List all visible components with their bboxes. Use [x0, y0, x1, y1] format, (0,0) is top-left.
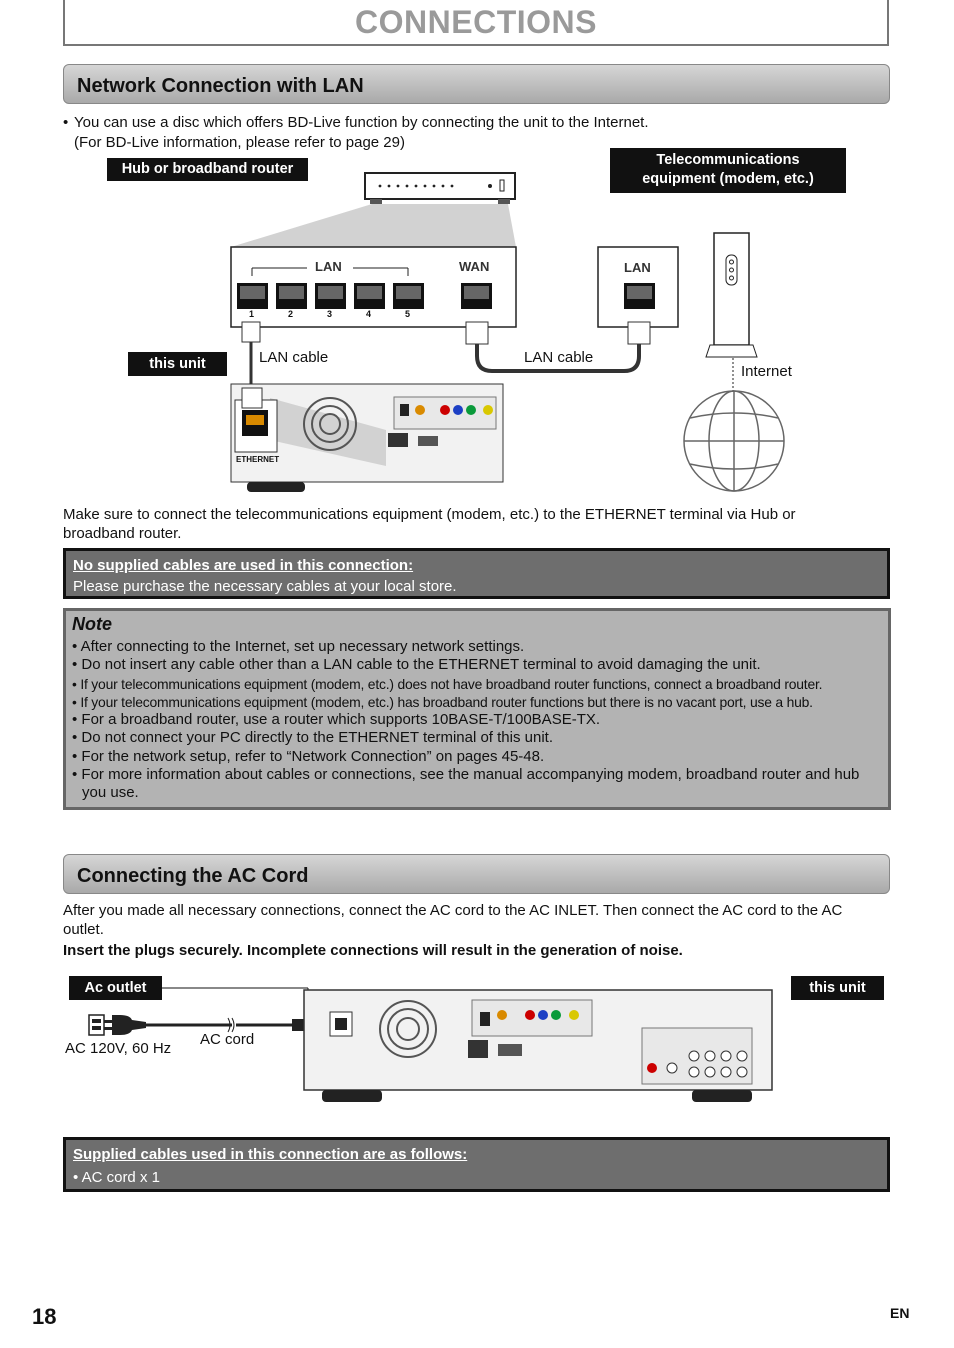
- lan-intro-line1: You can use a disc which offers BD-Live function by connecting the unit to the Internet.: [74, 114, 649, 131]
- port-number: 2: [288, 309, 294, 319]
- note-list: [72, 638, 887, 803]
- lan-cable-label-right: LAN cable: [524, 349, 594, 366]
- this-unit-label: this unit: [128, 352, 227, 376]
- note-title: Note: [72, 614, 112, 634]
- note-item: • Do not insert any cable other than a LAN cable to the ETHERNET terminal to avoid damaging the unit.: [72, 656, 887, 674]
- modem-lan-port-icon: [624, 283, 655, 309]
- lan-cable-label-left: LAN cable: [259, 349, 329, 366]
- telecom-label-line1: Telecommunications: [656, 152, 800, 168]
- ac-outlet-label: Ac outlet: [69, 976, 162, 1000]
- voltage-label: AC 120V, 60 Hz: [65, 1040, 172, 1057]
- lan-intro-line2: (For BD-Live information, please refer to page 29): [74, 134, 405, 151]
- note-item: • Do not connect your PC directly to the ETHERNET terminal of this unit.: [72, 729, 887, 747]
- supplied-cables-item: • AC cord x 1: [73, 1169, 160, 1186]
- lan-instruction-line1: Make sure to connect the telecommunications equipment (modem, etc.) to the ETHERNET terminal via Hub or: [63, 506, 796, 523]
- port-number: 5: [405, 309, 411, 319]
- zoom-projection: [231, 204, 516, 247]
- hub-label: Hub or broadband router: [107, 158, 308, 181]
- port-number: 3: [327, 309, 333, 319]
- note-item: • For more information about cables or connections, see the manual accompanying modem, broadband router and hub you use.: [72, 766, 887, 803]
- globe-icon: [684, 391, 784, 491]
- ac-plug-icon: [104, 1015, 146, 1035]
- ac-section-title: Connecting the AC Cord: [77, 865, 309, 887]
- port-number: 4: [366, 309, 372, 319]
- ac-cord-label: AC cord: [200, 1031, 255, 1048]
- wall-outlet-icon: [89, 1015, 104, 1035]
- ac-diagram: [0, 960, 954, 1110]
- note-item: • For a broadband router, use a router which supports 10BASE-T/100BASE-TX.: [72, 711, 887, 729]
- ac-this-unit-label: this unit: [791, 976, 884, 1000]
- port-number: 1: [249, 309, 255, 319]
- internet-label: Internet: [741, 363, 792, 380]
- ac-intro-line2: outlet.: [63, 921, 104, 938]
- ac-intro-line1: After you made all necessary connections, connect the AC cord to the AC INLET. Then connect the AC cord to the AC: [63, 902, 843, 919]
- bullet: •: [63, 114, 69, 131]
- note-item: • If your telecommunications equipment (modem, etc.) does not have broadband router functions, connect a broadband router.: [72, 675, 887, 693]
- lan-instruction-line2: broadband router.: [63, 525, 182, 542]
- modem-lan-port-label: LAN: [624, 260, 651, 275]
- cables-info-text: Please purchase the necessary cables at your local store.: [73, 578, 457, 595]
- supplied-cables-box: [63, 1137, 890, 1192]
- lan-section-title: Network Connection with LAN: [77, 75, 364, 97]
- lan-port-label: LAN: [315, 259, 342, 274]
- wan-port-label: WAN: [459, 259, 490, 274]
- ac-warning: Insert the plugs securely. Incomplete connections will result in the generation of noise.: [63, 942, 683, 959]
- bd-player-rear-icon: [231, 384, 503, 492]
- note-item: • If your telecommunications equipment (modem, etc.) has broadband router functions but there is no vacant port, use a hub.: [72, 693, 887, 711]
- language-code: EN: [890, 1305, 910, 1321]
- page-title: CONNECTIONS: [355, 4, 597, 40]
- ethernet-label: ETHERNET: [236, 455, 280, 464]
- router-top-icon: [365, 173, 515, 204]
- modem-icon: [706, 233, 757, 357]
- cables-info-box: [63, 548, 890, 599]
- note-item: • After connecting to the Internet, set up necessary network settings.: [72, 638, 887, 656]
- supplied-cables-heading: Supplied cables used in this connection are as follows:: [73, 1146, 468, 1163]
- note-item: • For the network setup, refer to “Network Connection” on pages 45-48.: [72, 748, 887, 766]
- bd-player-full-rear-icon: [304, 990, 772, 1102]
- telecom-label-line2: equipment (modem, etc.): [642, 171, 814, 187]
- page-number: 18: [32, 1304, 57, 1329]
- cables-info-heading: No supplied cables are used in this connection:: [73, 557, 414, 574]
